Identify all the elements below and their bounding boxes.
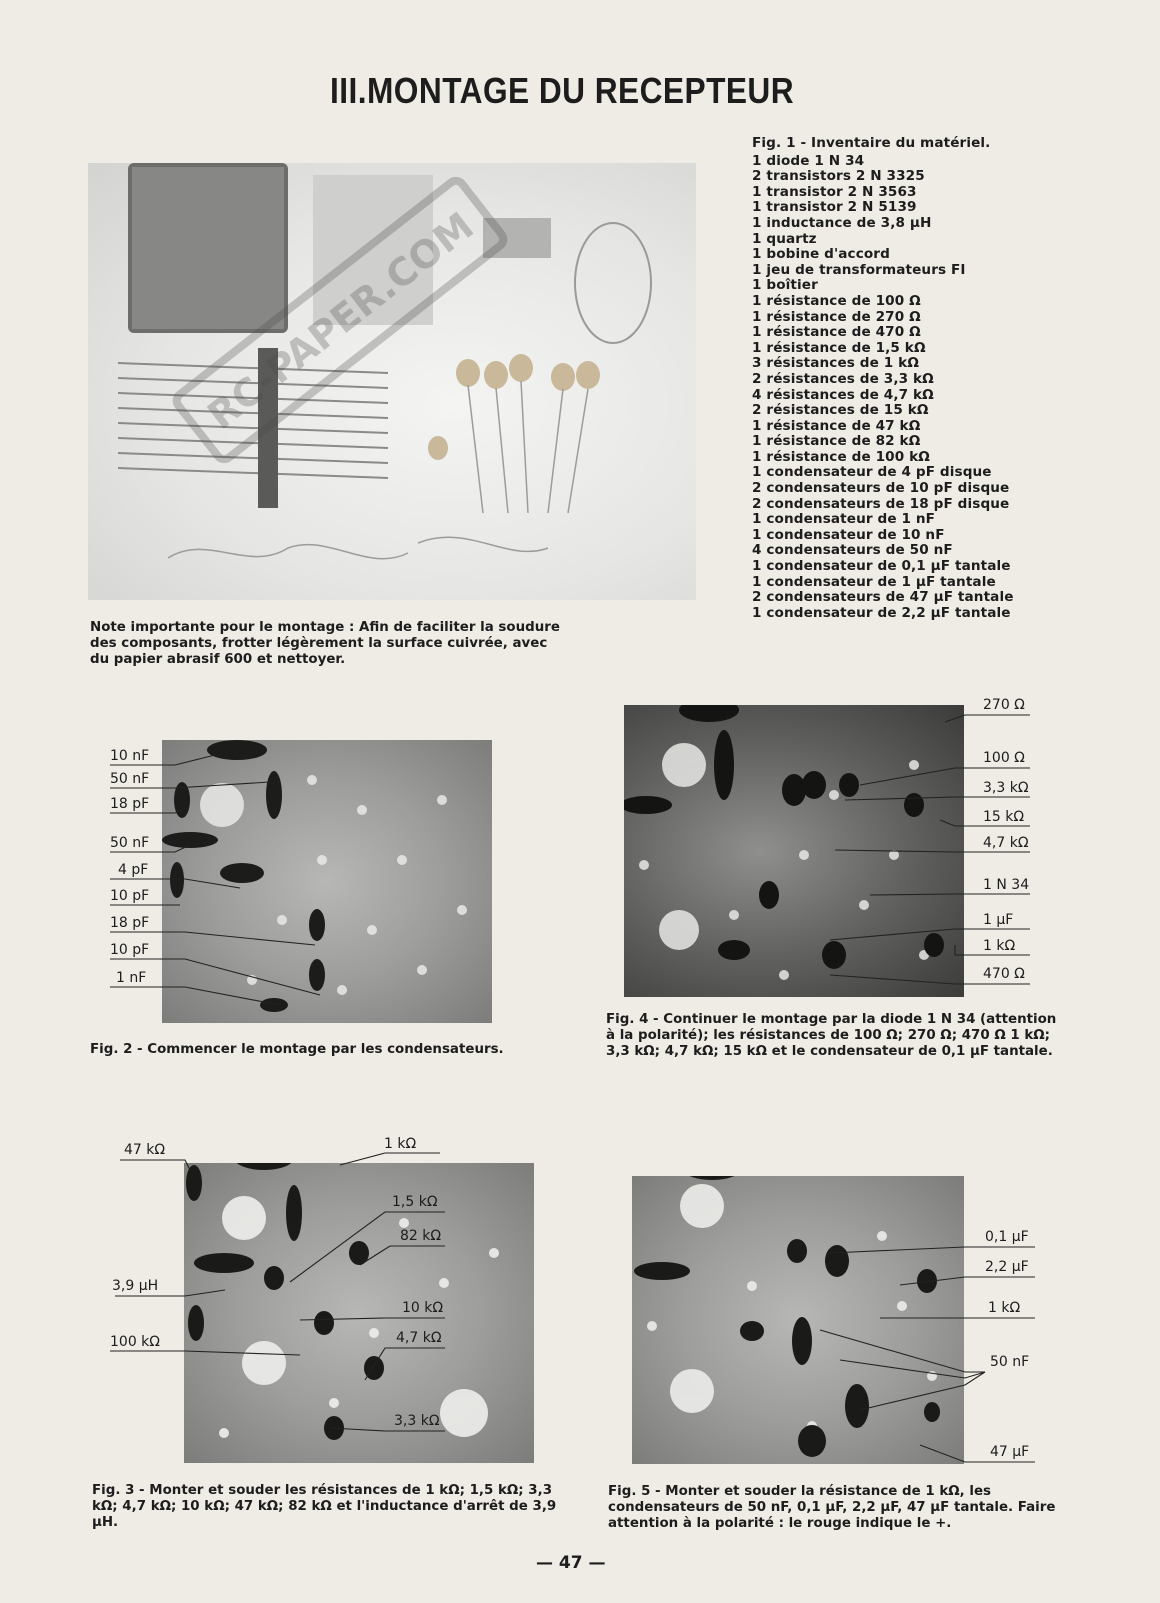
fig2-callout-label: 4 pF — [118, 862, 149, 878]
fig3-callout-label: 10 kΩ — [402, 1300, 444, 1316]
fig5-callout-label: 47 µF — [990, 1444, 1030, 1460]
fig4-caption: Fig. 4 - Continuer le montage par la diode 1 N 34 (attention à la polarité); les résistances de 100 Ω; 270 Ω; 470 Ω 1 kΩ; 3,3 kΩ; 4,7 kΩ; 15 kΩ et le condensateur de 0,1 µF tantale. — [606, 1012, 1057, 1059]
inventory-item: 3 résistances de 1 kΩ — [752, 355, 919, 372]
inventory-item: 1 condensateur de 0,1 µF tantale — [752, 558, 1011, 575]
fig2-caption: Fig. 2 - Commencer le montage par les condensateurs. — [90, 1042, 504, 1057]
inventory-item: 2 transistors 2 N 3325 — [752, 168, 925, 185]
fig5-callout-label: 1 kΩ — [988, 1300, 1021, 1316]
inventory-item: 1 condensateur de 2,2 µF tantale — [752, 604, 1011, 621]
fig2-callout-label: 10 pF — [110, 888, 150, 904]
inventory-item: 1 résistance de 47 kΩ — [752, 417, 921, 434]
inventory-item: 1 condensateur de 1 µF tantale — [752, 573, 996, 590]
inventory-item: 1 bobine d'accord — [752, 246, 890, 263]
inventory-item: 2 condensateurs de 10 pF disque — [752, 480, 1010, 497]
inventory-item: 1 quartz — [752, 230, 817, 247]
inventory-item: 2 condensateurs de 47 µF tantale — [752, 589, 1014, 606]
inventory-item: 4 condensateurs de 50 nF — [752, 542, 953, 559]
inventory-item: 2 condensateurs de 18 pF disque — [752, 495, 1010, 512]
inventory-item: 1 condensateur de 10 nF — [752, 526, 945, 543]
inventory-item: 1 transistor 2 N 5139 — [752, 199, 917, 216]
fig4-callout-label: 100 Ω — [983, 750, 1025, 766]
inventory-item: 2 résistances de 15 kΩ — [752, 402, 929, 419]
fig2-callout-label: 18 pF — [110, 796, 150, 812]
fig4-callout-label: 1 µF — [983, 912, 1014, 928]
inventory-item: 4 résistances de 4,7 kΩ — [752, 386, 934, 403]
fig2-callout-label: 18 pF — [110, 915, 150, 931]
inventory-item: 1 condensateur de 1 nF — [752, 511, 936, 528]
inventory-item: 1 jeu de transformateurs FI — [752, 261, 966, 278]
fig2-callout-label: 1 nF — [116, 970, 147, 986]
fig5-photo — [632, 1176, 964, 1464]
watermark-text: RC-PAPER.COM — [199, 203, 482, 438]
inventory-item: 1 résistance de 270 Ω — [752, 308, 921, 325]
fig3-callout-label: 100 kΩ — [110, 1334, 160, 1350]
page-number: — 47 — — [536, 1553, 606, 1573]
inventory-item: 1 inductance de 3,8 µH — [752, 214, 932, 231]
inventory-item: 2 résistances de 3,3 kΩ — [752, 370, 934, 387]
inventory-item: 1 boîtier — [752, 277, 818, 294]
inventory-item: 1 résistance de 82 kΩ — [752, 433, 921, 450]
fig5-callout-label: 0,1 µF — [985, 1229, 1029, 1245]
inventory-item: 1 résistance de 100 Ω — [752, 292, 921, 309]
inventory-item: 1 résistance de 470 Ω — [752, 324, 921, 341]
fig4-callout-label: 3,3 kΩ — [983, 780, 1029, 796]
fig2-callout-label: 10 pF — [110, 942, 150, 958]
fig4-photo — [624, 705, 964, 997]
fig5-callout-label: 2,2 µF — [985, 1259, 1029, 1275]
fig2-callout-label: 50 nF — [110, 771, 150, 787]
fig5-caption: Fig. 5 - Monter et souder la résistance de 1 kΩ, les condensateurs de 50 nF, 0,1 µF, 2,2 µF, 47 µF tantale. Faire attention à la polarité : le rouge indique le +. — [608, 1484, 1056, 1531]
fig2-callout-label: 10 nF — [110, 748, 150, 764]
fig3-callout-label: 47 kΩ — [124, 1142, 166, 1158]
fig3-callout-label: 1,5 kΩ — [392, 1194, 438, 1210]
fig3-callout-label: 4,7 kΩ — [396, 1330, 442, 1346]
inventory-item: 1 résistance de 100 kΩ — [752, 448, 930, 465]
inventory-items — [752, 154, 1014, 622]
inventory-item: 1 transistor 2 N 3563 — [752, 183, 917, 200]
page-title: III.MONTAGE DU RECEPTEUR — [330, 70, 795, 111]
fig3-caption: Fig. 3 - Monter et souder les résistances de 1 kΩ; 1,5 kΩ; 3,3 kΩ; 4,7 kΩ; 10 kΩ; 47 kΩ; 82 kΩ et l'inductance d'arrêt de 3,9 µH. — [92, 1483, 557, 1530]
fig4-callout-label: 1 kΩ — [983, 938, 1016, 954]
inventory-item: 1 résistance de 1,5 kΩ — [752, 339, 926, 356]
fig2-callout-label: 50 nF — [110, 835, 150, 851]
fig5-callout-label: 50 nF — [990, 1354, 1030, 1370]
fig3-photo — [184, 1163, 534, 1463]
inventory-item: 1 condensateur de 4 pF disque — [752, 464, 992, 481]
fig3-callout-label: 3,9 µH — [112, 1278, 159, 1294]
inventory-item: 1 diode 1 N 34 — [752, 152, 865, 169]
fig4-callout-label: 1 N 34 — [983, 877, 1030, 893]
fig3-callout-label: 82 kΩ — [400, 1228, 442, 1244]
fig4-callout-label: 470 Ω — [983, 966, 1025, 982]
assembly-note: Note importante pour le montage : Afin de faciliter la soudure des composants, frotter légèrement la surface cuivrée, avec du papier abrasif 600 et nettoyer. — [90, 620, 560, 667]
fig4-callout-label: 15 kΩ — [983, 809, 1025, 825]
inventory-list — [752, 136, 1014, 621]
fig3-callout-label: 3,3 kΩ — [394, 1413, 440, 1429]
fig2-photo — [162, 740, 492, 1023]
fig1-caption: Fig. 1 - Inventaire du matériel. — [752, 135, 991, 151]
fig3-callout-label: 1 kΩ — [384, 1136, 417, 1152]
fig4-callout-label: 4,7 kΩ — [983, 835, 1029, 851]
fig4-callout-label: 270 Ω — [983, 697, 1025, 713]
watermark — [150, 150, 530, 450]
